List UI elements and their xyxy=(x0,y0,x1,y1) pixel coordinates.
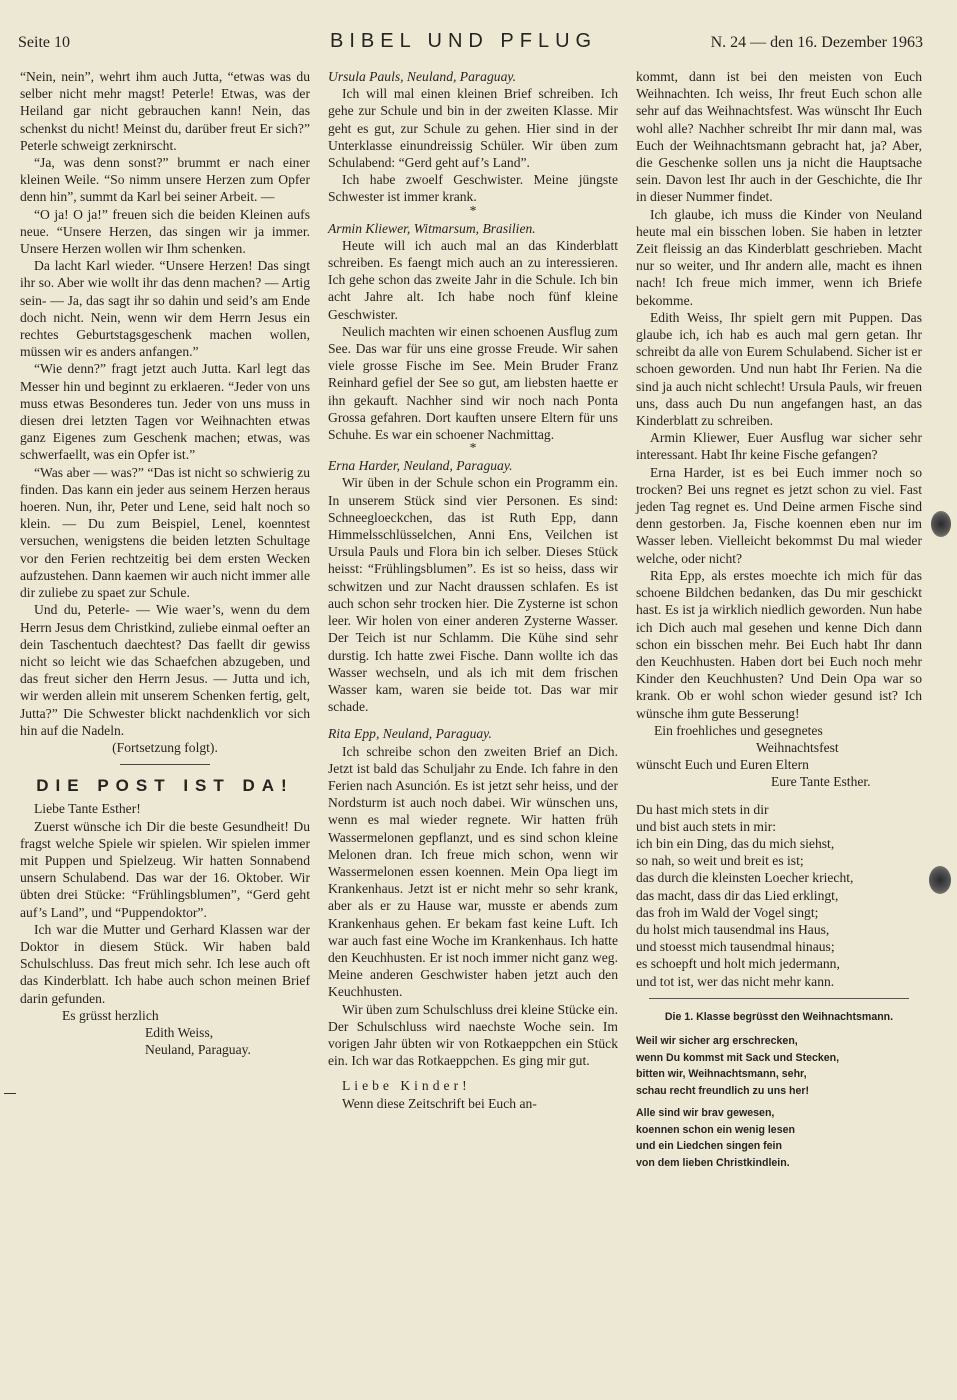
letter-paragraph: Ich schreibe schon den zweiten Brief an Dich. Jetzt ist bald das Schuljahr zu Ende. Ich fahre in den Ferien nach Asunción. Es ist jetzt sehr heiss, und der Nordsturm ist auch noch dabei. Wir wünschen uns, wenn es mal wieder regnete. Wir hatten früh Wassermelonen gepflanzt, und es sind schon kleine Melonen dran. Ich freue mich schon, wenn wir Wassermelonen essen koennen. Mein Opa liegt im Krankenhaus. Jetzt ist er nicht mehr so sehr krank, aber als er zu Hause war, musste er abends zum Krankenhaus gehen. Er bekam fast keine Luft. Ich war auch fast eine Woche im Krankenhaus. Ich hatte den Keuchhusten. Er ist noch immer nicht ganz weg. Meine anderen Geschwister haben jetzt auch den Keuchhusten. xyxy=(328,743,618,1000)
letter-paragraph: Zuerst wünsche ich Dir die beste Gesundheit! Du fragst welche Spiele wir spielen. Wir spielen immer mit Puppen und Spielzeug. Wir hatten Sonnabend unsern Schulabend. Das war der 16. Oktober. Wir übten drei Stücke: “Frühlingsblumen”, “Gerd geht auf’s Land”, und “Puppendoktor”. xyxy=(20,818,310,920)
verse-stanza xyxy=(636,1105,922,1171)
reply-paragraph: Wenn diese Zeitschrift bei Euch an- xyxy=(342,1095,537,1111)
letter-author: Armin Kliewer, Witmarsum, Brasilien. xyxy=(328,220,536,236)
divider xyxy=(120,764,210,765)
separator-star: * xyxy=(469,440,477,456)
poem-line: Du hast mich stets in dir xyxy=(636,801,769,817)
poem-line: und stoesst mich tausendmal hinaus; xyxy=(636,939,835,955)
poem-line: und tot ist, wer das nicht mehr kann. xyxy=(636,973,835,989)
reply-paragraph: Erna Harder, ist es bei Euch immer noch so trocken? Bei uns regnet es jetzt schon zu viel. Fast jeden Tag regnet es. Und Deine armen Fische sind denn gestorben. Ja, Fische koennen eben nur im Wasser leben. Vielleicht bekommst Du mal wieder welche, oder nicht? xyxy=(636,464,922,566)
story-paragraph: “Was aber — was?” “Das ist nicht so schwierig zu finden. Das kann ein jeder aus seinem Herzen heraus hoeren. Nun, ihr, Peter und Lene, seid halt noch so klein. — Du zum Beispiel, Lenel, koenntest versuchen, wenigstens die beiden letzten Schultage vor den Ferien rechtzeitig bei dem ersten Wecken aufzustehen. Dann kaemen wir auch nicht immer alle dir zuliebe zu spaet zur Schule. xyxy=(20,464,310,601)
letter-paragraph: Wir üben zum Schulschluss drei kleine Stücke ein. Der Schulschluss wird naechste Woche sein. Im vorigen Jahr übten wir von Rotkaeppchen ein Stück ein. Ich war das Rotkaeppchen. Es ging mir gut. xyxy=(328,1001,618,1069)
reply-salutation: Liebe Kinder! xyxy=(342,1078,471,1094)
verse-line: wenn Du kommst mit Sack und Stecken, xyxy=(636,1051,840,1064)
margin-mark xyxy=(4,1093,16,1094)
poem-line: so nah, so weit und breit es ist; xyxy=(636,853,804,869)
christmas-verse-box xyxy=(636,1009,922,1172)
story-paragraph: “Nein, nein”, wehrt ihm auch Jutta, “etwas was du selber nicht mehr magst! Peterle! Etwas, was der Heiland gar nicht gebrauchen kann! Nein, das schenkst du nicht! Meinst du, darüber freut Er sich?” Peterle schweigt zerknirscht. xyxy=(20,69,310,153)
binding-hole xyxy=(931,511,951,537)
story-paragraph: “Ja, was denn sonst?” brummt er nach einer kleinen Weile. “So nimm unsere Herzen zum Opfer denn hin”, summt da Karl bei seiner Arbeit. — xyxy=(20,155,310,205)
page-number: Seite 10 xyxy=(18,34,70,51)
separator-star: * xyxy=(469,202,477,218)
reply-paragraph: kommt, dann ist bei den meisten von Euch Weihnachten. Ich weiss, Ihr freut Euch schon alle sehr auf das Weihnachtsfest. Was wünscht Ihr Euch wohl alle? Nachher schreibt Ihr mir dann mal, was Euch der Weihnachtsmann gebracht hat, ja? Aber, die Geschenke sollen uns ja nicht die Hauptsache sein. Davon lest Ihr auch in der Geschichte, die Ihr in dieser Nummer findet. xyxy=(636,69,922,205)
verse-line: koennen schon ein wenig lesen xyxy=(636,1123,795,1136)
column-1 xyxy=(20,68,310,1058)
column-3 xyxy=(636,68,922,1177)
story-paragraph: “Wie denn?” fragt jetzt auch Jutta. Karl legt das Messer hin und beginnt zu erklaeren. “Jeder von uns muss etwas Besonderes tun. Jeder von uns muss in diesen drei letzten Tagen vor Weihnachten etwas ganz Eigenes zum Geschenk machen; etwas, was schwerfaellt, was ein Opfer ist.” xyxy=(20,361,310,463)
masthead-title: BIBEL UND PFLUG xyxy=(330,30,598,52)
letter-paragraph: Ich war die Mutter und Gerhard Klassen war der Doktor in diesem Stück. Wir haben bald Schulschluss. Das freut mich sehr. Ich lese auch oft das Kinderblatt. Ich habe auch schon meinen Brief darin gefunden. xyxy=(20,921,310,1006)
divider xyxy=(649,998,909,999)
letter-paragraph: Ich will mal einen kleinen Brief schreiben. Ich gehe zur Schule und bin in der zweiten Klasse. Mir geht es gut, zur Schule zu gehen. Hier sind in der Unterklasse einundreissig Schüler. Wir üben zum Schulabend: “Gerd geht auf’s Land”. xyxy=(328,86,618,171)
poem-line: das froh im Wald der Vogel singt; xyxy=(636,904,819,920)
story-paragraph: Und du, Peterle- — Wie waer’s, wenn du dem Herrn Jesus dem Christkind, zuliebe einmal oefter an dein Taschentuch daechtest? Das faellt dir gewiss nicht so leicht wie das Schaefchen abzugeben, und das freut sicher den Herrn Jesus. — Jutta und ich, wir werden allein mit unserem Schenken fertig, gelt, Jutta?” Die Schwester blickt nachdenklich vor sich hin auf die Nadeln. xyxy=(20,602,310,738)
story-paragraph: “O ja! O ja!” freuen sich die beiden Kleinen aufs neue. “Unsere Herzen, das singen wir ja immer. Unsere Herzen wollen wir Ihm schenken. xyxy=(20,206,310,257)
verse-line: Weil wir sicher arg erschrecken, xyxy=(636,1035,798,1048)
verse-line: Alle sind wir brav gewesen, xyxy=(636,1107,775,1120)
poem-line: ich bin ein Ding, das du mich siehst, xyxy=(636,835,835,851)
letter-author: Ursula Pauls, Neuland, Paraguay. xyxy=(328,69,517,84)
poem-line: und bist auch stets in mir: xyxy=(636,818,777,834)
reply-paragraph: Rita Epp, als erstes moechte ich mich für das schoene Bildchen bedanken, das Du mir geschickt hast. Es ist ja wirklich niedlich geworden. Nun habe ich Dich auch mal gesehen und kenne Dich dann schon ein bisschen mehr. Bei Euch habt Ihr dann den Keuchhusten. Haben dort bei Euch noch mehr Kinder den Keuchhusten? Und Dein Opa war so krank. Ob er wohl schon wieder gesund ist? Ich wünsche ihm gute Besserung! xyxy=(636,567,922,721)
poem-line: du holst mich tausendmal ins Haus, xyxy=(636,921,830,937)
letter-paragraph: Wir üben in der Schule schon ein Programm ein. In unserem Stück sind vier Personen. Es sind: Schneegloeckchen, das ist Ruth Epp, dann Himmelsschlüsselchen, Anni Ens, Veilchen ist Ursula Pauls und Flora bin ich selber. Dieses Stück heisst: “Frühlingsblumen”. Es ist so heiss, dass wir schwitzen und zur Nacht draussen schlafen. Es ist auch schon sehr trocken hier. Die Zysterne ist schon leer. Wir holen von einer anderen Zysterne Wasser. Der Teich ist nur Schlamm. Die Kühe sind sehr durstig. Ich hatte zwei Fische. Dann wollte ich das Wasser wechseln, und als ich mit dem frischen Wasser kam, waren sie beide tot. Das war mir schade. xyxy=(328,475,618,715)
verse-line: und ein Liedchen singen fein xyxy=(636,1140,782,1153)
letter-paragraph: Heute will ich auch mal an das Kinderblatt schreiben. Es faengt mich auch an zu interessieren. Ich gehe schon das zweite Jahr in die Schule. Ich bin acht Jahre alt. Ich habe noch fünf kleine Geschwister. xyxy=(328,237,618,322)
letter-salutation: Liebe Tante Esther! xyxy=(34,801,141,817)
greeting-line: Ein froehliches und gesegnetes xyxy=(654,722,823,738)
letter-location: Neuland, Paraguay. xyxy=(145,1042,251,1058)
section-title: DIE POST IST DA! xyxy=(36,776,294,796)
verse-stanza xyxy=(636,1033,922,1099)
greeting-line: wünscht Euch und Euren Eltern xyxy=(636,757,809,773)
verse-caption: Die 1. Klasse begrüsst den Weihnachtsmann. xyxy=(664,1010,894,1023)
reply-paragraph: Armin Kliewer, Euer Ausflug war sicher sehr interessant. Habt Ihr keine Fische gefangen? xyxy=(636,430,922,463)
column-2 xyxy=(328,68,618,1112)
letter-closing: Es grüsst herzlich xyxy=(62,1007,159,1023)
reply-paragraph: Ich glaube, ich muss die Kinder von Neuland heute mal ein bisschen loben. Sie haben in letzter Zeit fleissig an das Kinderblatt geschrieben. Macht nur so weiter, und Ihr andern alle, macht es ihnen nach! Ich freue mich immer, wenn ich Briefe bekomme. xyxy=(636,206,922,308)
letter-paragraph: Ich habe zwoelf Geschwister. Meine jüngste Schwester ist immer krank. xyxy=(328,172,618,205)
page-header xyxy=(18,30,923,56)
letter-author: Erna Harder, Neuland, Paraguay. xyxy=(328,458,513,474)
verse-line: von dem lieben Christkindlein. xyxy=(636,1156,790,1169)
poem-line: das macht, dass dir das Lied erklingt, xyxy=(636,887,839,903)
story-paragraph: Da lacht Karl wieder. “Unsere Herzen! Das singt ihr so. Aber wie wollt ihr das denn machen? — Artig sein- — Ja, das sagt ihr so dahin und seid’s am Ende doch nicht. Nein, wenn wir dem Herrn Jesus ein rechtes Geburtstagsgeschenk machen wollen, müssen wir es anders anfangen.” xyxy=(20,258,310,360)
poem-line: es schoepft und holt mich jedermann, xyxy=(636,956,840,972)
verse-line: bitten wir, Weihnachtsmann, sehr, xyxy=(636,1068,807,1081)
reply-paragraph: Edith Weiss, Ihr spielt gern mit Puppen. Das glaube ich, ich hab es auch mal gern getan. Ihr schreibt da alle von Eurem Schulabend. Sicher ist er schoen geworden. Und nun habt Ihr Ferien. Na die sind ja auch nicht schlecht! Ursula Pauls, wir freuen uns, dass auch Du nun angefangen hast, an das Kinderblatt zu schreiben. xyxy=(636,309,922,429)
letter-signature: Edith Weiss, xyxy=(145,1024,214,1040)
continued-note: (Fortsetzung folgt). xyxy=(112,739,218,755)
verse-line: schau recht freundlich zu uns her! xyxy=(636,1084,810,1097)
letter-author: Rita Epp, Neuland, Paraguay. xyxy=(328,726,492,742)
letter-paragraph: Neulich machten wir einen schoenen Ausflug zum See. Das war für uns eine grosse Freude. Wir sahen viele grosse Fische im See. Mein Bruder Franz Reinhard gefiel der See so gut, am liebsten haette er ihn gekauft. Nachher sind wir noch nach Ponta Grossa gefahren. Dort kauften unsere Eltern für uns Schuhe. Es war ein schoener Nachmittag. xyxy=(328,323,618,443)
binding-hole xyxy=(929,866,951,894)
poem xyxy=(636,801,922,990)
issue-date: N. 24 — den 16. Dezember 1963 xyxy=(710,34,923,51)
poem-line: das durch die kleinsten Loecher kriecht, xyxy=(636,870,854,886)
greeting-line: Weihnachtsfest xyxy=(756,739,839,755)
greeting-signature: Eure Tante Esther. xyxy=(771,774,871,790)
